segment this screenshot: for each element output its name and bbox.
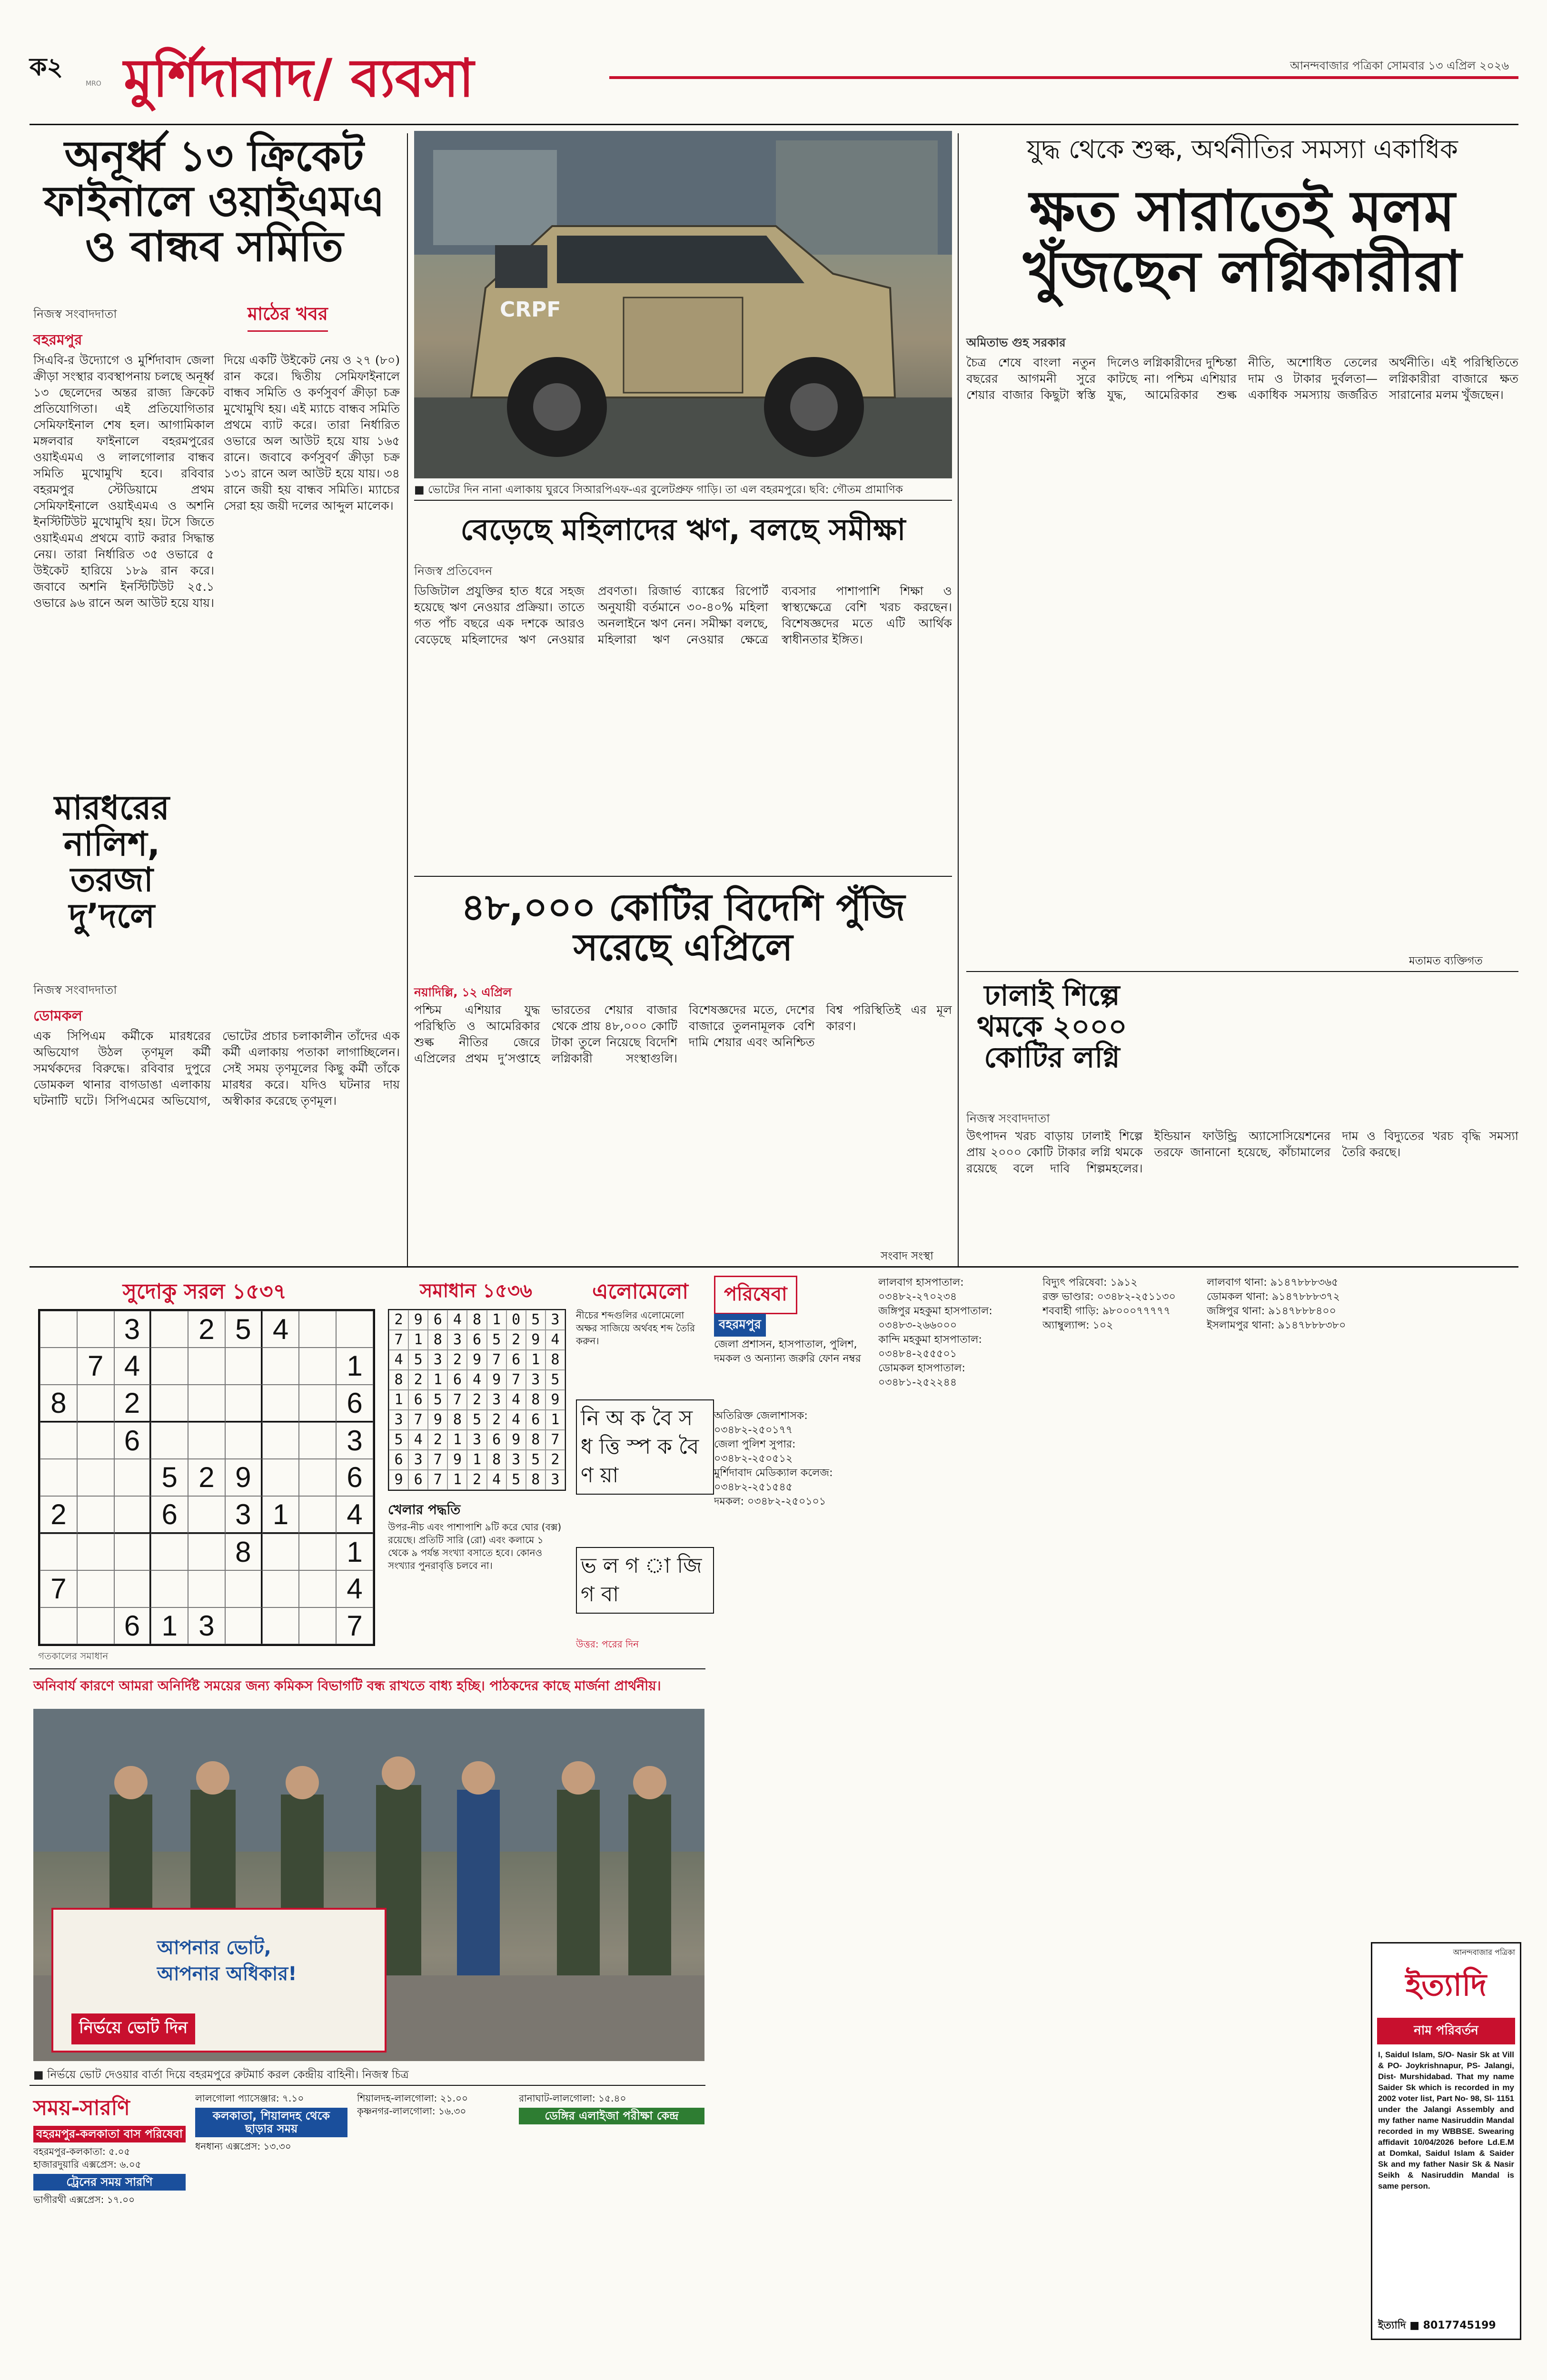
top-photo-caption: ■ ভোটের দিন নানা এলাকায় ঘুরবে সিআরপিএফ-এর বুলেটপ্রুফ গাড়ি। তা এল বহরমপুরে। ছবি: গৌতম প্রামাণিক [414,484,903,496]
dir-item: দমকল: ০৩৪৮২-২৫০১০১ [714,1496,826,1507]
solution-cell: 7 [545,1430,565,1450]
sudoku-cell [114,1496,151,1534]
sudoku-cell [262,1534,299,1570]
dir-item: অ্যাম্বুল্যান্স: ১০২ [1042,1319,1113,1331]
cricket-byline: নিজস্ব সংবাদদাতা [33,307,117,321]
sudoku-cell [262,1570,299,1607]
assault-headline: মারধরের নালিশ, তরজা দু’দলে [54,788,170,935]
solution-cell: 0 [506,1310,526,1330]
fdi-body: পশ্চিম এশিয়ার যুদ্ধ পরিস্থিতি ও আমেরিকার শুল্ক নীতির জেরে এপ্রিলের প্রথম দু’সপ্তাহে ভারতের শেয়ার বাজার থেকে প্রায় ৪৮,০০০ কোটি টাকা তুলে নিয়েছে বিদেশি লগ্নিকারী সংস্থাগুলি। বিশেষজ্ঞদের মতে, দেশের বাজারে তুলনামূলক বেশি দামি শেয়ার এবং অনিশ্চিত বিশ্ব পরিস্থিতিই এর মূল কারণ। [414,1003,952,1065]
tt-row: শিয়ালদহ-লালগোলা: ২১.০০ [357,2092,468,2104]
fdi-dateline: নয়াদিল্লি, ১২ এপ্রিল [414,985,512,999]
timetable-col-4 [519,2092,704,2337]
dir-item: লালবাগ হাসপাতাল: ০৩৪৮২-২৭০২৩৪ [878,1277,964,1303]
timetable-col-1 [33,2123,186,2337]
solution-cell: 5 [408,1350,428,1370]
sudoku-cell: 3 [225,1496,262,1534]
sudoku-cell [225,1385,262,1422]
solution-cell: 9 [487,1370,506,1390]
sudoku-cell [77,1496,114,1534]
solution-cell: 9 [545,1390,565,1410]
sudoku-cell [77,1385,114,1422]
solution-cell: 9 [467,1350,486,1370]
cricket-body-col2: দিয়ে একটি উইকেট নেয় ও ২৭ (৮০) রান করে। দ্বিতীয় সেমিফাইনালে বান্ধব সমিতি ও কর্ণসুবর্ণ ক্রীড়া চক্র মুখোমুখি হয়। এই ম্যাচে বান্ধব সমিতি প্রথমে ব্যাট করে। তারা নির্ধারিত ওভারে অল আউট হয়ে যায় ১৬৫ রানে। জবাবে কর্ণসুবর্ণ ক্রীড়া চক্র ১৩১ রানে অল আউট হয়ে যায়। ৩৪ রানে জয়ী হয় বান্ধব সমিতি। ম্যাচের সেরা হয় জয়ী দলের আব্দুল মালেক। [224,353,400,513]
crpf-vehicle-photo [414,131,952,478]
solution-cell: 5 [389,1430,408,1450]
solution-cell: 5 [526,1450,545,1470]
solution-cell: 2 [487,1410,506,1430]
bus-head: বহরমপুর-কলকাতা বাস পরিষেবা [33,2126,186,2142]
solution-cell: 3 [545,1470,565,1490]
dir-item: মুর্শিদাবাদ মেডিক্যাল কলেজ: ০৩৪৮২-২৫১৫৪৫ [714,1467,833,1493]
sudoku-cell [151,1422,188,1459]
solution-cell: 6 [408,1470,428,1490]
solution-cell: 8 [447,1410,467,1430]
solution-cell: 8 [526,1470,545,1490]
sudoku-cell: 1 [336,1534,373,1570]
dir-item: বিদ্যুৎ পরিষেবা: ১৯১২ [1042,1277,1138,1289]
solution-cell: 2 [389,1310,408,1330]
solution-cell: 4 [467,1370,486,1390]
bottom-photo-caption: ■ নির্ভয়ে ভোট দেওয়ার বার্তা দিয়ে বহরমপুরে রুটমার্চ করল কেন্দ্রীয় বাহিনী। নিজস্ব চিত্র [33,2069,409,2081]
tt-row: ভাগীরথী এক্সপ্রেস: ১৭.০০ [33,2194,135,2205]
sudoku-cell: 3 [336,1422,373,1459]
solution-cell: 6 [526,1410,545,1430]
itadi-ad-text: I, Saidul Islam, S/O- Nasir Sk at Vill & PO- Joykrishnapur, PS- Jalangi, Dist- Murshidabad. That my name Saider Sk which is recorded in my 2002 voter list, Part No- 98, Sl- 1151 under the Jalangi Assembly and my father name Nasiruddin Mandal recorded in my WBBSE. Swearing affidavit 10/04/2026 before Ld.E.M at Domkal, Saidul Islam & Saider Sk and my father Nasir Sk & Nasir Seikh & Nasiruddin Mandal is same person. [1378,2050,1514,2191]
solution-cell: 8 [545,1350,565,1370]
solution-cell: 1 [545,1410,565,1430]
directory-col-3 [1042,1276,1200,2337]
sudoku-cell: 2 [114,1385,151,1422]
sudoku-cell [299,1459,336,1496]
mason-byline: নিজস্ব সংবাদদাতা [966,1111,1050,1125]
sudoku-footer: গতকালের সমাধান [38,1650,109,1662]
banner-line2: আপনার অধিকার! [157,1963,297,1985]
sudoku-cell [40,1422,77,1459]
solution-cell: 3 [467,1430,486,1450]
solution-cell: 6 [428,1310,447,1330]
sudoku-cell: 7 [336,1607,373,1644]
alomelo-intro: নীচের শব্দগুলির এলোমেলো অক্ষর সাজিয়ে অর্থবহ শব্দ তৈরি করুন। [576,1309,695,1347]
assault-body: এক সিপিএম কর্মীকে মারধরের অভিযোগ উঠল তৃণমূল কর্মী সমর্থকদের বিরুদ্ধে। রবিবার দুপুরে ডোমকল থানার বাগডাঙা এলাকায় ঘটনাটি ঘটে। সিপিএমের অভিযোগ, ভোটের প্রচার চলাকালীন তাঁদের এক কর্মী এলাকায় পতাকা লাগাচ্ছিলেন। সেই সময় তৃণমূলের কিছু কর্মী তাঁকে মারধর করে। যদিও ঘটনার দায় অস্বীকার করেছে তৃণমূল। [33,1029,400,1108]
investors-kicker: যুদ্ধ থেকে শুল্ক, অর্থনীতির সমস্যা একাধিক [1027,134,1458,164]
solution-cell: 9 [389,1470,408,1490]
sudoku-cell: 4 [262,1311,299,1348]
sudoku-cell [77,1534,114,1570]
sudoku-cell: 6 [336,1459,373,1496]
sudoku-cell [40,1348,77,1384]
sudoku-cell: 9 [225,1459,262,1496]
solution-cell: 4 [506,1390,526,1410]
solution-cell: 3 [545,1310,565,1330]
sudoku-cell [299,1422,336,1459]
dir-item: ডোমকল থানা: ৯১৪৭৮৮৮৩৭২ [1207,1291,1340,1303]
solution-cell: 2 [447,1350,467,1370]
sudoku-cell: 7 [40,1570,77,1607]
sudoku-cell [225,1607,262,1644]
sudoku-cell [114,1534,151,1570]
mason-body: উৎপাদন খরচ বাড়ায় ঢালাই শিল্পে প্রায় ২০০০ কোটি টাকার লগ্নি থমকে রয়েছে বলে দাবি শিল্পমহলের। ইন্ডিয়ান ফাউন্ড্রি অ্যাসোসিয়েশনের তরফে জানানো হয়েছে, কাঁচামালের দাম ও বিদ্যুতের খরচ বৃদ্ধি সমস্যা তৈরি করছে। [966,1129,1518,1175]
rules-title: খেলার পদ্ধতি [388,1502,461,1517]
sudoku-cell [188,1348,225,1384]
sudoku-cell [299,1385,336,1422]
sudoku-cell [151,1534,188,1570]
banner-line3: নির্ভয়ে ভোট দিন [71,2013,195,2044]
dir-item: কান্দি মহকুমা হাসপাতাল: ০৩৪৮৪-২৫৫৫০১ [878,1334,982,1360]
solution-cell: 1 [467,1450,486,1470]
sudoku-cell: 6 [336,1385,373,1422]
dhaka-head: ডেঙ্গির এলাইজা পরীক্ষা কেন্দ্র [519,2108,704,2124]
solution-cell: 7 [447,1390,467,1410]
mason-headline: ঢালাই শিল্পে থমকে ২০০০ কোটির লগ্নি [977,979,1127,1074]
solution-cell: 7 [506,1370,526,1390]
sudoku-cell [225,1348,262,1384]
investors-headline: ক্ষত সারাতেই মলম খুঁজছেন লগ্নিকারীরা [1023,178,1462,305]
dir-item: রক্ত ভাণ্ডার: ০৩৪৮২-২৫১১৩০ [1042,1291,1176,1303]
loan-headline: বেড়েছে মহিলাদের ঋণ, বলছে সমীক্ষা [460,512,906,547]
sudoku-cell: 5 [225,1311,262,1348]
sudoku-cell: 4 [336,1496,373,1534]
solution-cell: 2 [545,1450,565,1470]
timetable-title: সময়-সারণি [33,2096,130,2120]
tt-row: ধনধান্য এক্সপ্রেস: ১৩.৩০ [195,2141,291,2152]
sudoku-cell [77,1459,114,1496]
fdi-source: সংবাদ সংস্থা [881,1250,933,1262]
solution-cell: 2 [428,1430,447,1450]
sudoku-cell: 8 [40,1385,77,1422]
sudoku-cell: 2 [40,1496,77,1534]
dir-item: অতিরিক্ত জেলাশাসক: ০৩৪৮২-২৫০১৭৭ [714,1410,808,1436]
sudoku-cell: 2 [188,1311,225,1348]
solution-cell: 6 [447,1370,467,1390]
solution-cell: 8 [389,1370,408,1390]
sudoku-cell [262,1348,299,1384]
sudoku-cell [188,1496,225,1534]
solution-cell: 3 [428,1350,447,1370]
services-note: জেলা প্রশাসন, হাসপাতাল, পুলিশ, দমকল ও অন্যান্য জরুরি ফোন নম্বর [714,1339,861,1365]
solution-cell: 1 [389,1390,408,1410]
march-illustration [33,1709,704,2061]
sudoku-cell [151,1311,188,1348]
sudoku-cell: 2 [188,1459,225,1496]
sudoku-cell: 6 [151,1496,188,1534]
sudoku-cell [262,1422,299,1459]
cricket-body-col1: সিএবি-র উদ্যোগে ও মুর্শিদাবাদ জেলা ক্রীড়া সংস্থার ব্যবস্থাপনায় চলছে অনূর্ধ্ব ১৩ ছেলেদের অন্তর রাজ্য ক্রিকেট প্রতিযোগিতা। এই প্রতিযোগিতার সেমিফাইনাল শেষ হল। আগামিকাল মঙ্গলবার ফাইনালে বহরমপুরের ওয়াইএমএ ও লালগোলার বান্ধব সমিতি মুখোমুখি হবে। রবিবার বহরমপুর স্টেডিয়ামে প্রথম সেমিফাইনালে ওয়াইএমএ ও অশনি ইনস্টিটিউট মুখোমুখি হয়। টসে জিতে ওয়াইএমএ প্রথমে ব্যাট করার সিদ্ধান্ত নেয়। তারা নির্ধারিত ৩৫ ওভারে ৫ উইকেট হারিয়ে ১৮৯ রান করে। জবাবে অশনি ইনস্টিটিউট ২৫.১ ওভারে ৯৬ রানে অল আউট হয়ে যায়। [33,353,214,610]
sudoku-cell [188,1385,225,1422]
solution-cell: 6 [506,1350,526,1370]
solution-cell: 1 [526,1350,545,1370]
sudoku-cell [262,1385,299,1422]
sudoku-cell [40,1459,77,1496]
comics-notice: অনিবার্য কারণে আমরা অনির্দিষ্ট সময়ের জন্য কমিকস বিভাগটি বন্ধ রাখতে বাধ্য হচ্ছি। পাঠকদের কাছে মার্জনা প্রার্থনীয়। [33,1678,661,1694]
sudoku-cell: 7 [77,1348,114,1384]
solution-cell: 4 [389,1350,408,1370]
solution-cell: 4 [545,1330,565,1350]
solution-cell: 5 [506,1470,526,1490]
sudoku-cell [114,1570,151,1607]
dir-item: শববাহী গাড়ি: ৯৮০০০৭৭৭৭৭ [1042,1305,1170,1317]
alomelo-puzzle2: ভ ল গ া জি গ বা [576,1547,714,1614]
cricket-section-tag: মাঠের খবর [248,300,328,332]
services-title: পরিষেবা [714,1276,797,1314]
solution-cell: 8 [526,1390,545,1410]
solution-cell: 4 [408,1430,428,1450]
cricket-place: বহরমপুর [33,332,82,348]
alomelo-title: এলোমেলো [592,1279,689,1304]
solution-cell: 4 [506,1410,526,1430]
solution-cell: 5 [526,1310,545,1330]
sudoku-cell [299,1496,336,1534]
solution-cell: 9 [408,1310,428,1330]
solution-cell: 4 [447,1310,467,1330]
loan-byline: নিজস্ব প্রতিবেদন [414,564,493,578]
solution-cell: 4 [487,1470,506,1490]
itadi-sub: আনন্দবাজার পত্রিকা [1453,1948,1515,1957]
sudoku-cell: 8 [225,1534,262,1570]
directory-col-2 [878,1276,1035,2337]
sudoku-cell [151,1348,188,1384]
solution-cell: 1 [447,1430,467,1450]
itadi-phone: ইত্যাদি ■ 8017745199 [1378,2320,1496,2331]
solution-cell: 7 [428,1450,447,1470]
tt-row: রানাঘাট-লালগোলা: ১৫.৪০ [519,2092,626,2104]
sudoku-cell [114,1459,151,1496]
itadi-brand: ইত্যাদি [1405,1968,1487,2003]
solution-cell: 2 [408,1370,428,1390]
solution-cell: 5 [487,1330,506,1350]
sudoku-cell [262,1607,299,1644]
solution-cell: 6 [467,1330,486,1350]
sudoku-cell [262,1459,299,1496]
sudoku-cell [299,1311,336,1348]
solution-cell: 1 [447,1470,467,1490]
sudoku-cell [77,1311,114,1348]
sudoku-cell [40,1311,77,1348]
assault-byline: নিজস্ব সংবাদদাতা [33,983,117,997]
sudoku-cell [225,1422,262,1459]
solution-cell: 5 [428,1390,447,1410]
solution-cell: 2 [506,1330,526,1350]
dir-item: ডোমকল হাসপাতাল: ০৩৪৮১-২৫২২৪৪ [878,1362,965,1388]
investors-byline: অমিতাভ গুহ সরকার [966,336,1066,349]
sudoku-cell [77,1570,114,1607]
sudoku-cell: 3 [188,1607,225,1644]
directory-col-4 [1207,1276,1364,2337]
solution-cell: 3 [526,1370,545,1390]
solution-title: সমাধান ১৫৩৬ [420,1280,532,1302]
sudoku-grid [38,1309,375,1646]
sudoku-cell [225,1570,262,1607]
cricket-headline: অনূর্ধ্ব ১৩ ক্রিকেট ফাইনালে ওয়াইএমএ ও বান্ধব সমিতি [44,131,385,271]
solution-cell: 6 [389,1450,408,1470]
dateline: আনন্দবাজার পত্রিকা সোমবার ১৩ এপ্রিল ২০২৬ [1290,59,1509,72]
sudoku-cell [188,1570,225,1607]
sudoku-cell: 6 [114,1607,151,1644]
services-district: বহরমপুর [714,1314,766,1337]
solution-cell: 8 [428,1330,447,1350]
solution-cell: 6 [487,1430,506,1450]
solution-cell: 8 [487,1450,506,1470]
timetable-col-3 [357,2092,509,2337]
sudoku-cell [151,1570,188,1607]
sudoku-cell [336,1311,373,1348]
dir-item: লালবাগ থানা: ৯১৪৭৮৮৮৩৬৫ [1207,1277,1339,1289]
sudoku-cell: 4 [336,1570,373,1607]
vehicle-label: CRPF [500,298,561,322]
sudoku-cell [299,1570,336,1607]
solution-cell: 2 [467,1390,486,1410]
investors-body: চৈত্র শেষে বাংলা নতুন বছরের আগমনী সুরে শেয়ার বাজার কিছুটা স্বস্তি দিলেও লগ্নিকারীদের দুশ্চিন্তা কাটছে না। পশ্চিম এশিয়ার যুদ্ধ, আমেরিকার শুল্ক নীতি, অশোধিত তেলের দাম ও টাকার দুর্বলতা— একাধিক সমস্যায় জর্জরিত অর্থনীতি। এই পরিস্থিতিতে লগ্নিকারীরা বাজারে ক্ষত সারানোর মলম খুঁজছেন। [966,356,1518,402]
sudoku-cell: 4 [114,1348,151,1384]
solution-cell: 9 [447,1450,467,1470]
solution-cell: 8 [526,1430,545,1450]
alomelo-answer-note: উত্তর: পরের দিন [576,1638,639,1650]
sudoku-cell [151,1385,188,1422]
alomelo-puzzle1: নি অ ক বৈ স ধ ত্তি স্প ক বৈ ণ য়া [576,1399,714,1495]
solution-cell: 5 [467,1410,486,1430]
fdi-headline: ৪৮,০০০ কোটির বিদেশি পুঁজি সরেছে এপ্রিলে [461,886,905,970]
solution-cell: 5 [545,1370,565,1390]
solution-cell: 7 [389,1330,408,1350]
sudoku-cell: 1 [151,1607,188,1644]
investors-note: মতামত ব্যক্তিগত [1409,955,1483,967]
page-number: ক২ [30,53,63,81]
solution-cell: 6 [408,1390,428,1410]
sudoku-cell [40,1534,77,1570]
kolkata-head: কলকাতা, শিয়ালদহ থেকে ছাড়ার সময় [195,2108,347,2137]
dir-item: জঙ্গিপুর মহকুমা হাসপাতাল: ০৩৪৮৩-২৬৬০০০ [878,1305,992,1331]
section-title: মুর্শিদাবাদ/ ব্যবসা [124,48,474,109]
sudoku-cell [77,1607,114,1644]
solution-cell: 1 [428,1370,447,1390]
sudoku-cell [299,1348,336,1384]
solution-cell: 1 [487,1310,506,1330]
sudoku-cell: 1 [336,1348,373,1384]
solution-cell: 3 [506,1450,526,1470]
assault-place: ডোমকল [33,1008,82,1024]
sudoku-cell [299,1607,336,1644]
tt-row: কৃষ্ণনগর-লালগোলা: ১৬.৩০ [357,2105,466,2117]
banner-line1: আপনার ভোট, [157,1937,271,1959]
dir-item: জঙ্গিপুর থানা: ৯১৪৭৮৮৮৪০০ [1207,1305,1336,1317]
tt-row: বহরমপুর-কলকাতা: ৫.০৫ [33,2146,130,2157]
train-head: ট্রেনের সময় সারণি [33,2174,186,2191]
sudoku-cell: 5 [151,1459,188,1496]
solution-cell: 8 [467,1310,486,1330]
sudoku-cell: 6 [114,1422,151,1459]
solution-cell: 3 [389,1410,408,1430]
sudoku-cell: 3 [114,1311,151,1348]
solution-cell: 3 [447,1330,467,1350]
directory-col-1 [714,1409,871,2337]
timetable-col-2 [195,2092,347,2337]
solution-cell: 2 [467,1470,486,1490]
tt-row: লালগোলা প্যাসেঞ্জার: ৭.১০ [195,2092,304,2104]
solution-cell: 3 [408,1450,428,1470]
dir-item: ইসলামপুর থানা: ৯১৪৭৮৮৮৩৮০ [1207,1319,1346,1331]
sudoku-title: সুদোকু সরল ১৫৩৭ [122,1279,287,1304]
solution-cell: 9 [526,1330,545,1350]
loan-body: ডিজিটাল প্রযুক্তির হাত ধরে সহজ হয়েছে ঋণ নেওয়ার প্রক্রিয়া। তাতে গত পাঁচ বছরে এক দশকে আরও বেড়েছে মহিলাদের ঋণ নেওয়ার প্রবণতা। রিজার্ভ ব্যাঙ্কের রিপোর্ট অনুযায়ী বর্তমানে ৩০-৪০% মহিলা অনলাইনে ঋণ নেন। সমীক্ষা বলছে, মহিলারা ঋণ নেওয়ার ক্ষেত্রে ব্যবসার পাশাপাশি শিক্ষা ও স্বাস্থ্যক্ষেত্রে বেশি খরচ করছেন। বিশেষজ্ঞদের মতে এটি আর্থিক স্বাধীনতার ইঙ্গিত। [414,584,952,646]
solution-cell: 1 [408,1330,428,1350]
dir-item: জেলা পুলিশ সুপার: ০৩৪৮২-২৫০৫১২ [714,1438,796,1465]
rules-text: উপর-নীচ এবং পাশাপাশি ৯টি করে ঘোর (বক্স) রয়েছে। প্রতিটি সারি (রো) এবং কলামে ১ থেকে ৯ পর্যন্ত সংখ্যা বসাতে হবে। কোনও সংখ্যার পুনরাবৃত্তি চলবে না। [388,1521,562,1571]
solution-grid [388,1309,566,1491]
section-tag: MRO [86,80,101,88]
itadi-section: নাম পরিবর্তন [1377,2018,1515,2044]
solution-cell: 7 [408,1410,428,1430]
solution-cell: 7 [487,1350,506,1370]
solution-cell: 3 [487,1390,506,1410]
sudoku-cell [188,1534,225,1570]
sudoku-cell [299,1534,336,1570]
sudoku-cell [40,1607,77,1644]
solution-cell: 9 [428,1410,447,1430]
tt-row: হাজারদুয়ারি এক্সপ্রেস: ৬.০৫ [33,2159,141,2170]
sudoku-cell [188,1422,225,1459]
route-march-photo [33,1709,704,2061]
sudoku-cell [77,1422,114,1459]
crpf-vehicle-illustration [414,131,952,478]
solution-cell: 9 [506,1430,526,1450]
sudoku-cell: 1 [262,1496,299,1534]
solution-cell: 7 [428,1470,447,1490]
itadi-box [1371,1942,1521,2340]
